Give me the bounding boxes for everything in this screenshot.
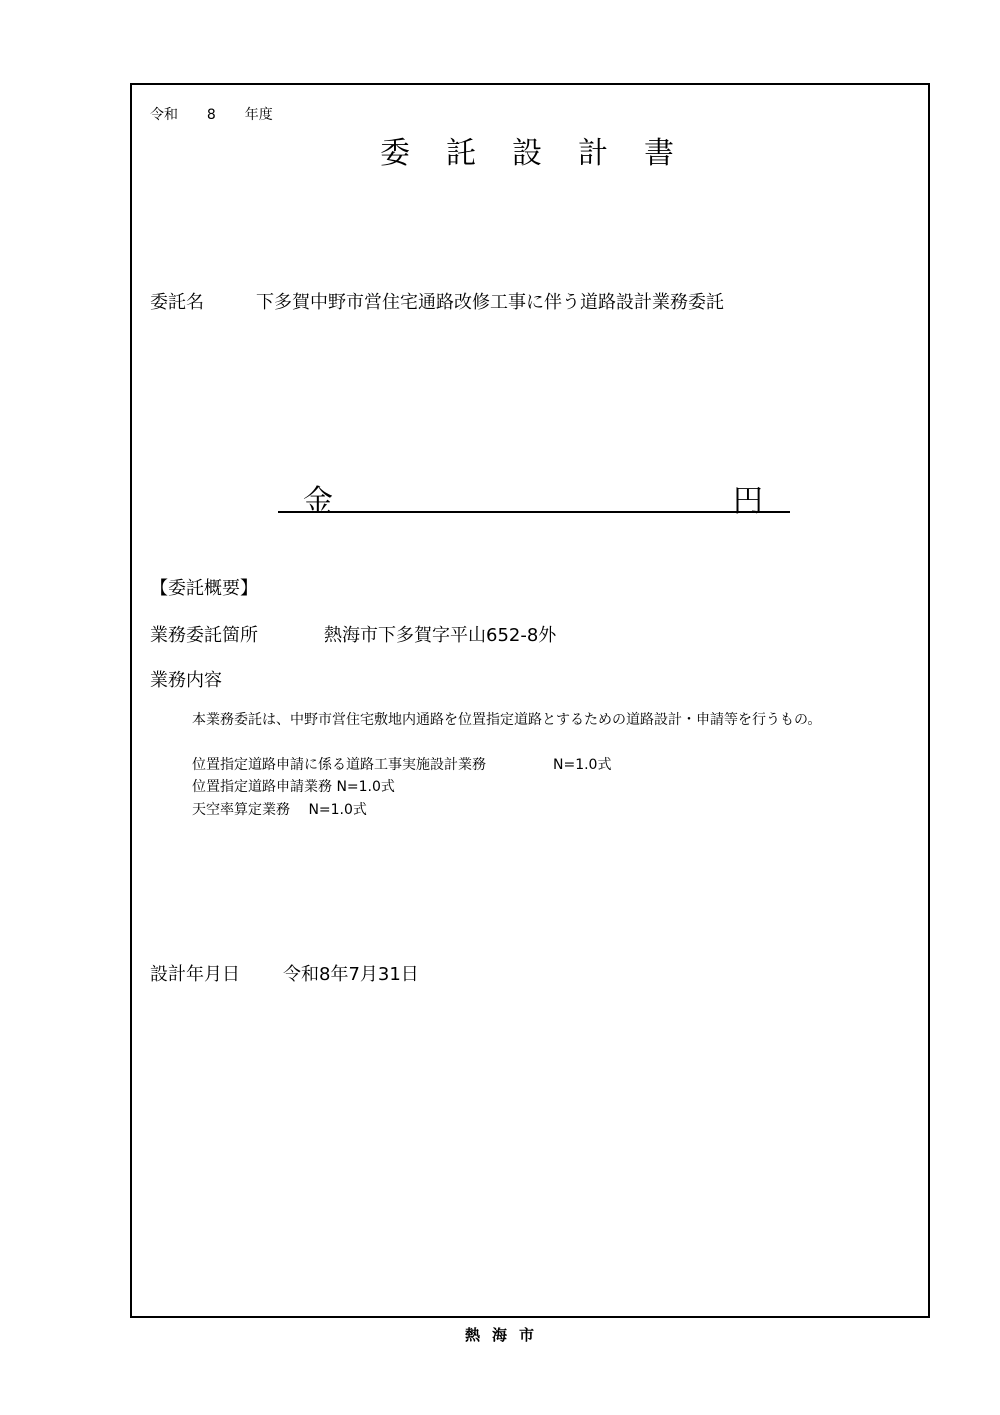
fiscal-suffix: 年度 [244, 107, 273, 123]
era-label: 令和 [150, 107, 178, 123]
amount-suffix: 円 [733, 484, 763, 519]
location-value: 熱海市下多賀字平山652-8外 [324, 625, 557, 646]
amount-underline [278, 511, 790, 513]
location-label: 業務委託箇所 [150, 625, 258, 646]
design-date-value: 令和8年7月31日 [283, 964, 419, 985]
list-item: 位置指定道路申請に係る道路工事実施設計業務 [192, 757, 486, 773]
design-date-label: 設計年月日 [150, 964, 240, 985]
document-frame [130, 83, 930, 1318]
list-item-quantity: N=1.0式 [553, 757, 612, 773]
fiscal-year [150, 104, 273, 124]
content-description: 本業務委託は、中野市営住宅敷地内通路を位置指定道路とするための道路設計・申請等を行うもの。 [192, 712, 822, 728]
amount-prefix: 金 [303, 484, 333, 519]
list-item: 天空率算定業務 N=1.0式 [192, 802, 367, 818]
commission-name-value: 下多賀中野市営住宅通路改修工事に伴う道路設計業務委託 [256, 292, 724, 313]
list-item: 位置指定道路申請業務 N=1.0式 [192, 779, 395, 795]
commission-name-label: 委託名 [150, 292, 204, 313]
document-title: 委託設計書 [380, 136, 710, 171]
overview-heading: 【委託概要】 [150, 578, 258, 599]
year-number: 8 [206, 107, 216, 123]
city-name: 熱海市 [465, 1326, 547, 1344]
content-label: 業務内容 [150, 670, 222, 691]
